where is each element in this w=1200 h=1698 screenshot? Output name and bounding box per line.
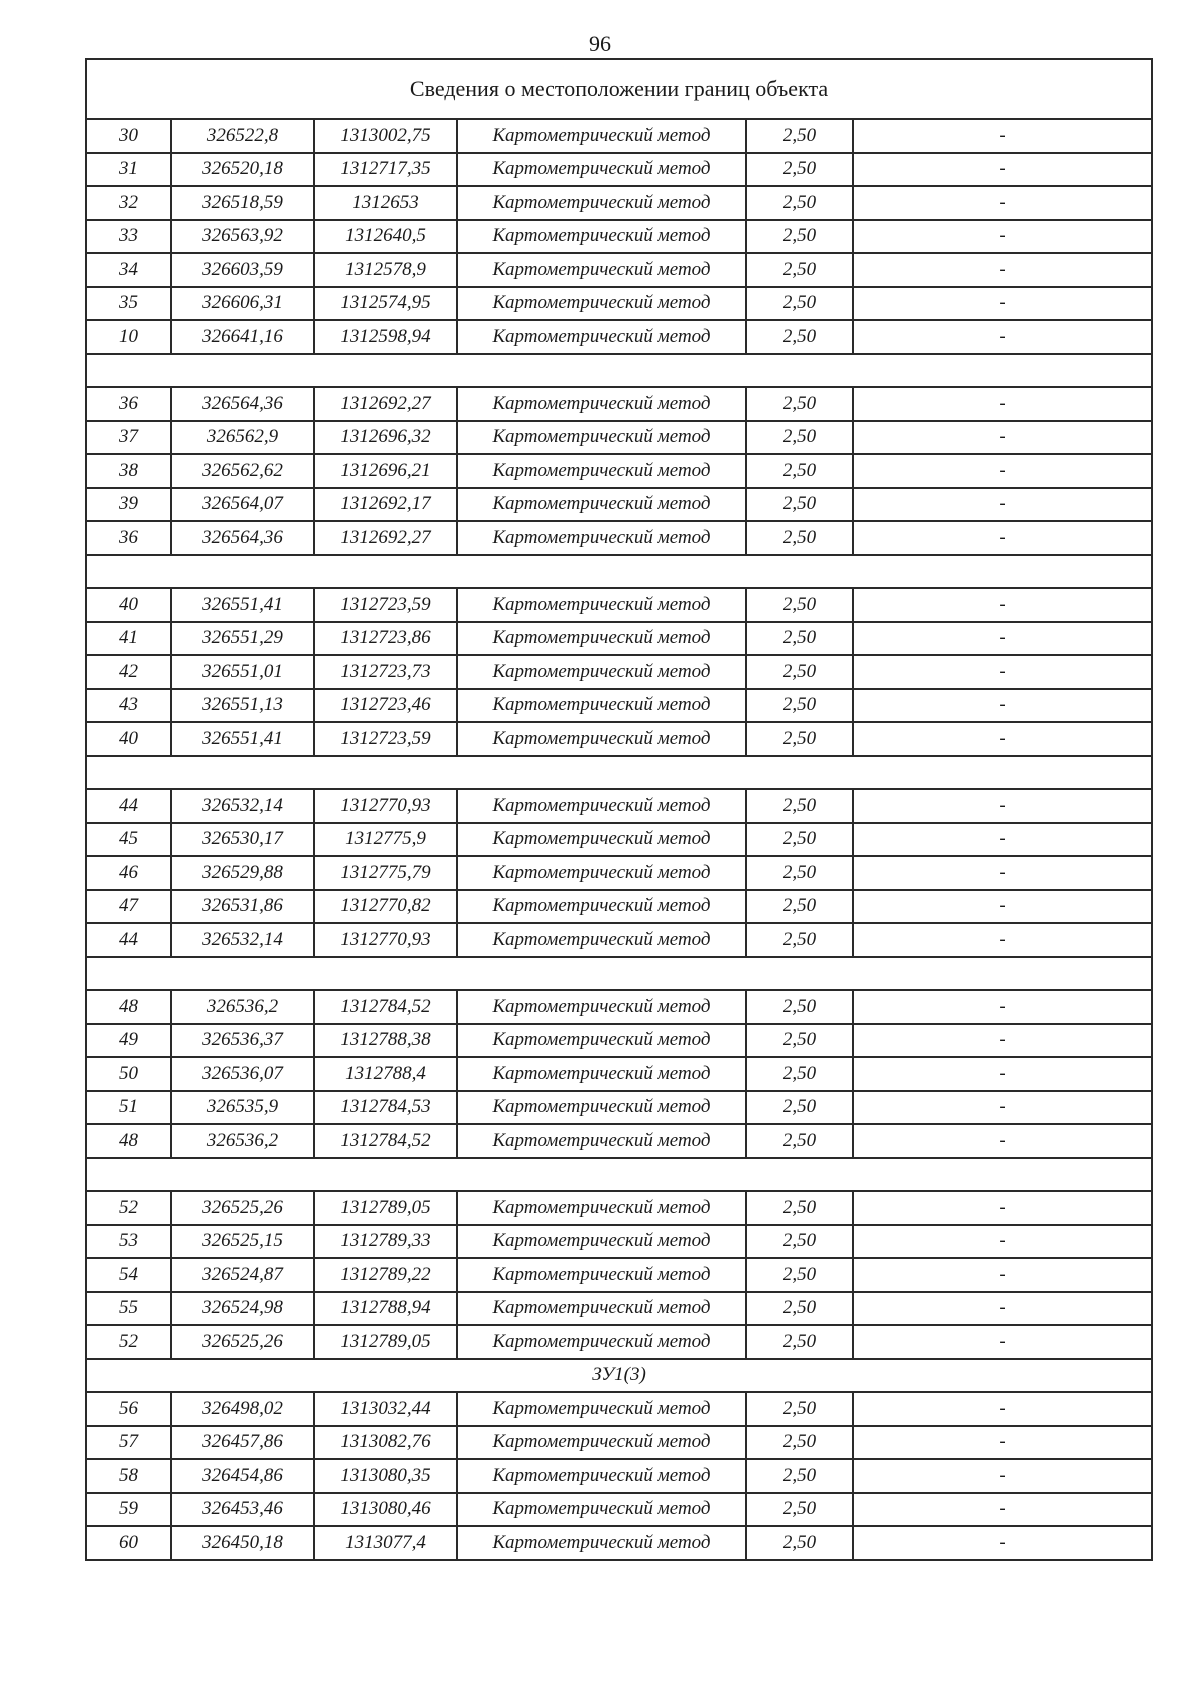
method-cell: Картометрический метод [457,421,746,455]
empty-separator-row [86,1158,1152,1192]
point-number-cell: 10 [86,320,171,354]
method-cell: Картометрический метод [457,1392,746,1426]
point-number-cell: 40 [86,588,171,622]
method-cell: Картометрический метод [457,1024,746,1058]
y-coordinate-cell: 1312723,46 [314,689,457,723]
accuracy-cell: 2,50 [746,1392,853,1426]
x-coordinate-cell: 326525,26 [171,1325,314,1359]
point-number-cell: 44 [86,789,171,823]
x-coordinate-cell: 326536,2 [171,1124,314,1158]
method-cell: Картометрический метод [457,1493,746,1527]
method-cell: Картометрический метод [457,689,746,723]
method-cell: Картометрический метод [457,1459,746,1493]
x-coordinate-cell: 326525,26 [171,1191,314,1225]
x-coordinate-cell: 326522,8 [171,119,314,153]
accuracy-cell: 2,50 [746,521,853,555]
method-cell: Картометрический метод [457,1292,746,1326]
table-row [86,1091,1152,1125]
accuracy-cell: 2,50 [746,387,853,421]
point-number-cell: 48 [86,1124,171,1158]
method-cell: Картометрический метод [457,287,746,321]
point-number-cell: 57 [86,1426,171,1460]
description-cell: - [853,588,1152,622]
y-coordinate-cell: 1312784,53 [314,1091,457,1125]
x-coordinate-cell: 326536,37 [171,1024,314,1058]
description-cell: - [853,722,1152,756]
method-cell: Картометрический метод [457,1526,746,1560]
x-coordinate-cell: 326562,62 [171,454,314,488]
method-cell: Картометрический метод [457,488,746,522]
method-cell: Картометрический метод [457,1258,746,1292]
y-coordinate-cell: 1312789,05 [314,1191,457,1225]
description-cell: - [853,1225,1152,1259]
y-coordinate-cell: 1312775,9 [314,823,457,857]
accuracy-cell: 2,50 [746,689,853,723]
x-coordinate-cell: 326551,41 [171,588,314,622]
x-coordinate-cell: 326530,17 [171,823,314,857]
method-cell: Картометрический метод [457,320,746,354]
x-coordinate-cell: 326450,18 [171,1526,314,1560]
method-cell: Картометрический метод [457,823,746,857]
method-cell: Картометрический метод [457,1124,746,1158]
table-row [86,1526,1152,1560]
x-coordinate-cell: 326532,14 [171,923,314,957]
table-row [86,421,1152,455]
table-row [86,789,1152,823]
table-row [86,689,1152,723]
description-cell: - [853,689,1152,723]
x-coordinate-cell: 326606,31 [171,287,314,321]
method-cell: Картометрический метод [457,1325,746,1359]
description-cell: - [853,990,1152,1024]
accuracy-cell: 2,50 [746,186,853,220]
accuracy-cell: 2,50 [746,320,853,354]
table-row [86,1191,1152,1225]
accuracy-cell: 2,50 [746,1459,853,1493]
y-coordinate-cell: 1312598,94 [314,320,457,354]
description-cell: - [853,186,1152,220]
description-cell: - [853,1091,1152,1125]
section-header-row [86,1359,1152,1393]
x-coordinate-cell: 326564,36 [171,521,314,555]
table-row [86,990,1152,1024]
y-coordinate-cell: 1312775,79 [314,856,457,890]
method-cell: Картометрический метод [457,119,746,153]
accuracy-cell: 2,50 [746,220,853,254]
table-row [86,1392,1152,1426]
point-number-cell: 55 [86,1292,171,1326]
description-cell: - [853,1526,1152,1560]
table-row [86,521,1152,555]
y-coordinate-cell: 1312770,82 [314,890,457,924]
y-coordinate-cell: 1313080,35 [314,1459,457,1493]
point-number-cell: 52 [86,1325,171,1359]
accuracy-cell: 2,50 [746,1091,853,1125]
accuracy-cell: 2,50 [746,890,853,924]
accuracy-cell: 2,50 [746,1493,853,1527]
section-label: ЗУ1(3) [86,1359,1152,1393]
y-coordinate-cell: 1312717,35 [314,153,457,187]
accuracy-cell: 2,50 [746,1191,853,1225]
y-coordinate-cell: 1312696,32 [314,421,457,455]
x-coordinate-cell: 326518,59 [171,186,314,220]
y-coordinate-cell: 1312692,17 [314,488,457,522]
table-row [86,588,1152,622]
accuracy-cell: 2,50 [746,1426,853,1460]
point-number-cell: 39 [86,488,171,522]
accuracy-cell: 2,50 [746,119,853,153]
method-cell: Картометрический метод [457,588,746,622]
y-coordinate-cell: 1312789,05 [314,1325,457,1359]
point-number-cell: 34 [86,253,171,287]
empty-separator-row [86,555,1152,589]
point-number-cell: 53 [86,1225,171,1259]
point-number-cell: 36 [86,387,171,421]
table-row [86,488,1152,522]
point-number-cell: 49 [86,1024,171,1058]
x-coordinate-cell: 326457,86 [171,1426,314,1460]
accuracy-cell: 2,50 [746,789,853,823]
point-number-cell: 47 [86,890,171,924]
x-coordinate-cell: 326641,16 [171,320,314,354]
table-row [86,1493,1152,1527]
accuracy-cell: 2,50 [746,421,853,455]
x-coordinate-cell: 326454,86 [171,1459,314,1493]
table-row [86,1024,1152,1058]
table-row [86,1325,1152,1359]
table-row [86,1057,1152,1091]
x-coordinate-cell: 326535,9 [171,1091,314,1125]
description-cell: - [853,387,1152,421]
y-coordinate-cell: 1312788,4 [314,1057,457,1091]
point-number-cell: 32 [86,186,171,220]
accuracy-cell: 2,50 [746,1258,853,1292]
y-coordinate-cell: 1313077,4 [314,1526,457,1560]
empty-separator-cell [86,1158,1152,1192]
description-cell: - [853,287,1152,321]
x-coordinate-cell: 326551,13 [171,689,314,723]
y-coordinate-cell: 1312784,52 [314,990,457,1024]
point-number-cell: 52 [86,1191,171,1225]
accuracy-cell: 2,50 [746,1024,853,1058]
accuracy-cell: 2,50 [746,287,853,321]
x-coordinate-cell: 326536,2 [171,990,314,1024]
page-number: 96 [589,31,611,56]
table-row [86,890,1152,924]
table-row [86,253,1152,287]
table-row [86,1292,1152,1326]
empty-separator-row [86,756,1152,790]
y-coordinate-cell: 1312692,27 [314,521,457,555]
description-cell: - [853,1124,1152,1158]
table-title-row [86,59,1152,119]
x-coordinate-cell: 326551,01 [171,655,314,689]
table-row [86,186,1152,220]
table-row [86,1459,1152,1493]
x-coordinate-cell: 326524,87 [171,1258,314,1292]
x-coordinate-cell: 326525,15 [171,1225,314,1259]
x-coordinate-cell: 326563,92 [171,220,314,254]
description-cell: - [853,1392,1152,1426]
method-cell: Картометрический метод [457,1225,746,1259]
method-cell: Картометрический метод [457,923,746,957]
description-cell: - [853,521,1152,555]
accuracy-cell: 2,50 [746,153,853,187]
point-number-cell: 33 [86,220,171,254]
y-coordinate-cell: 1313082,76 [314,1426,457,1460]
y-coordinate-cell: 1313080,46 [314,1493,457,1527]
table-row [86,923,1152,957]
point-number-cell: 37 [86,421,171,455]
method-cell: Картометрический метод [457,220,746,254]
point-number-cell: 54 [86,1258,171,1292]
x-coordinate-cell: 326529,88 [171,856,314,890]
point-number-cell: 56 [86,1392,171,1426]
y-coordinate-cell: 1312770,93 [314,789,457,823]
method-cell: Картометрический метод [457,253,746,287]
x-coordinate-cell: 326536,07 [171,1057,314,1091]
point-number-cell: 36 [86,521,171,555]
x-coordinate-cell: 326562,9 [171,421,314,455]
accuracy-cell: 2,50 [746,722,853,756]
table-row [86,655,1152,689]
table-row [86,823,1152,857]
y-coordinate-cell: 1312789,22 [314,1258,457,1292]
method-cell: Картометрический метод [457,722,746,756]
method-cell: Картометрический метод [457,890,746,924]
accuracy-cell: 2,50 [746,253,853,287]
x-coordinate-cell: 326498,02 [171,1392,314,1426]
method-cell: Картометрический метод [457,153,746,187]
point-number-cell: 44 [86,923,171,957]
point-number-cell: 35 [86,287,171,321]
table-row [86,1124,1152,1158]
table-row [86,454,1152,488]
description-cell: - [853,1493,1152,1527]
accuracy-cell: 2,50 [746,1325,853,1359]
description-cell: - [853,119,1152,153]
description-cell: - [853,488,1152,522]
description-cell: - [853,856,1152,890]
method-cell: Картометрический метод [457,186,746,220]
accuracy-cell: 2,50 [746,856,853,890]
point-number-cell: 50 [86,1057,171,1091]
description-cell: - [853,1292,1152,1326]
x-coordinate-cell: 326551,29 [171,622,314,656]
y-coordinate-cell: 1312692,27 [314,387,457,421]
empty-separator-cell [86,555,1152,589]
method-cell: Картометрический метод [457,1191,746,1225]
description-cell: - [853,454,1152,488]
accuracy-cell: 2,50 [746,923,853,957]
method-cell: Картометрический метод [457,789,746,823]
table-row [86,119,1152,153]
table-row [86,622,1152,656]
accuracy-cell: 2,50 [746,1225,853,1259]
table-row [86,153,1152,187]
description-cell: - [853,153,1152,187]
y-coordinate-cell: 1312574,95 [314,287,457,321]
method-cell: Картометрический метод [457,1426,746,1460]
accuracy-cell: 2,50 [746,1057,853,1091]
y-coordinate-cell: 1312788,38 [314,1024,457,1058]
point-number-cell: 40 [86,722,171,756]
table-row [86,1225,1152,1259]
accuracy-cell: 2,50 [746,1124,853,1158]
y-coordinate-cell: 1312723,59 [314,588,457,622]
description-cell: - [853,421,1152,455]
y-coordinate-cell: 1312723,59 [314,722,457,756]
y-coordinate-cell: 1312723,73 [314,655,457,689]
table-row [86,856,1152,890]
description-cell: - [853,220,1152,254]
method-cell: Картометрический метод [457,622,746,656]
empty-separator-cell [86,354,1152,388]
description-cell: - [853,923,1152,957]
x-coordinate-cell: 326531,86 [171,890,314,924]
point-number-cell: 51 [86,1091,171,1125]
point-number-cell: 38 [86,454,171,488]
y-coordinate-cell: 1312770,93 [314,923,457,957]
description-cell: - [853,1325,1152,1359]
empty-separator-cell [86,957,1152,991]
description-cell: - [853,1057,1152,1091]
empty-separator-row [86,354,1152,388]
description-cell: - [853,1191,1152,1225]
description-cell: - [853,320,1152,354]
point-number-cell: 60 [86,1526,171,1560]
description-cell: - [853,1426,1152,1460]
accuracy-cell: 2,50 [746,622,853,656]
description-cell: - [853,253,1152,287]
y-coordinate-cell: 1312696,21 [314,454,457,488]
point-number-cell: 46 [86,856,171,890]
accuracy-cell: 2,50 [746,1526,853,1560]
point-number-cell: 30 [86,119,171,153]
x-coordinate-cell: 326564,36 [171,387,314,421]
description-cell: - [853,1258,1152,1292]
accuracy-cell: 2,50 [746,1292,853,1326]
y-coordinate-cell: 1312640,5 [314,220,457,254]
x-coordinate-cell: 326551,41 [171,722,314,756]
table-row [86,722,1152,756]
y-coordinate-cell: 1312788,94 [314,1292,457,1326]
x-coordinate-cell: 326603,59 [171,253,314,287]
method-cell: Картометрический метод [457,521,746,555]
description-cell: - [853,789,1152,823]
boundary-coordinates-table [85,58,1153,1561]
description-cell: - [853,823,1152,857]
accuracy-cell: 2,50 [746,990,853,1024]
method-cell: Картометрический метод [457,387,746,421]
y-coordinate-cell: 1312784,52 [314,1124,457,1158]
point-number-cell: 31 [86,153,171,187]
y-coordinate-cell: 1312723,86 [314,622,457,656]
x-coordinate-cell: 326520,18 [171,153,314,187]
y-coordinate-cell: 1312789,33 [314,1225,457,1259]
table-row [86,320,1152,354]
table-row [86,1258,1152,1292]
x-coordinate-cell: 326453,46 [171,1493,314,1527]
description-cell: - [853,1024,1152,1058]
point-number-cell: 41 [86,622,171,656]
point-number-cell: 42 [86,655,171,689]
accuracy-cell: 2,50 [746,655,853,689]
x-coordinate-cell: 326524,98 [171,1292,314,1326]
description-cell: - [853,890,1152,924]
accuracy-cell: 2,50 [746,823,853,857]
description-cell: - [853,655,1152,689]
method-cell: Картометрический метод [457,1091,746,1125]
method-cell: Картометрический метод [457,1057,746,1091]
x-coordinate-cell: 326532,14 [171,789,314,823]
point-number-cell: 48 [86,990,171,1024]
table-title: Сведения о местоположении границ объекта [86,59,1152,119]
method-cell: Картометрический метод [457,856,746,890]
y-coordinate-cell: 1312653 [314,186,457,220]
method-cell: Картометрический метод [457,990,746,1024]
y-coordinate-cell: 1312578,9 [314,253,457,287]
empty-separator-row [86,957,1152,991]
table-row [86,220,1152,254]
description-cell: - [853,1459,1152,1493]
table-row [86,287,1152,321]
table-row [86,387,1152,421]
accuracy-cell: 2,50 [746,454,853,488]
point-number-cell: 58 [86,1459,171,1493]
point-number-cell: 45 [86,823,171,857]
description-cell: - [853,622,1152,656]
y-coordinate-cell: 1313002,75 [314,119,457,153]
point-number-cell: 43 [86,689,171,723]
point-number-cell: 59 [86,1493,171,1527]
method-cell: Картометрический метод [457,454,746,488]
method-cell: Картометрический метод [457,655,746,689]
y-coordinate-cell: 1313032,44 [314,1392,457,1426]
x-coordinate-cell: 326564,07 [171,488,314,522]
accuracy-cell: 2,50 [746,488,853,522]
accuracy-cell: 2,50 [746,588,853,622]
empty-separator-cell [86,756,1152,790]
table-row [86,1426,1152,1460]
